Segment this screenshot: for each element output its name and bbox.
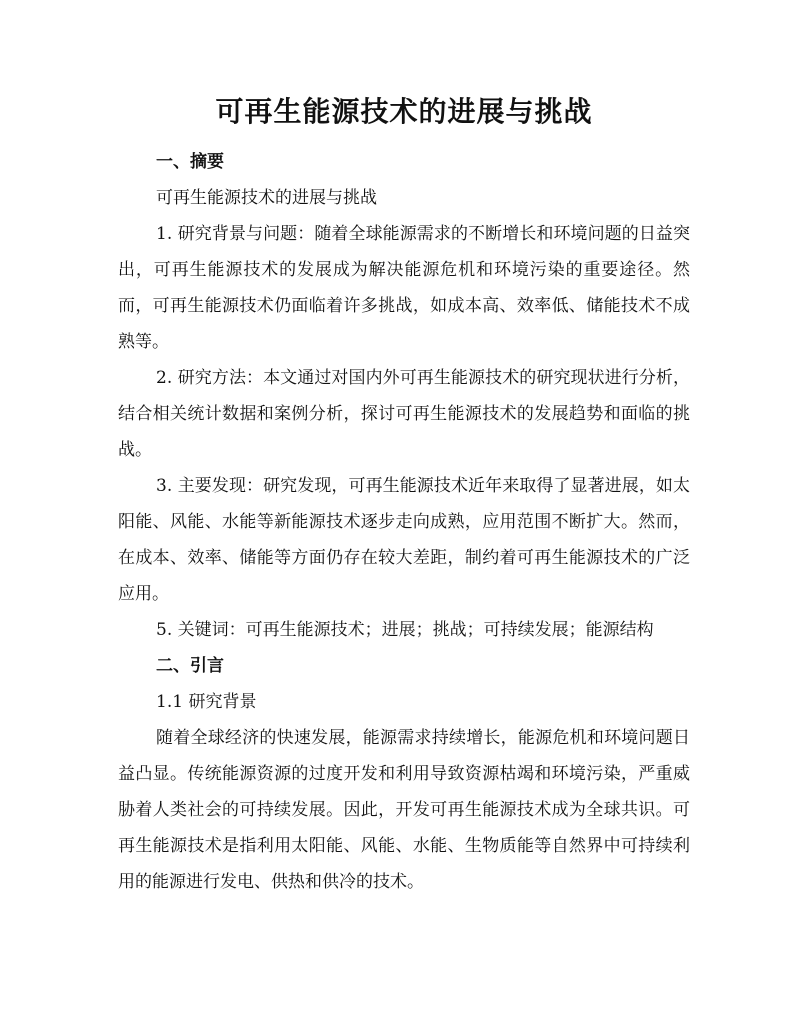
subsection-heading-background: 1.1 研究背景 bbox=[156, 692, 257, 712]
abstract-item-findings: 3. 主要发现：研究发现，可再生能源技术近年来取得了显著进展，如太阳能、风能、水能等新能源技术逐步走向成熟，应用范围不断扩大。然而，在成本、效率、储能等方面仍存在较大差距，制约着可再生能源技术的广泛应用。 bbox=[118, 476, 690, 604]
section-heading-abstract: 一、摘要 bbox=[156, 152, 224, 172]
section-heading-introduction: 二、引言 bbox=[156, 656, 224, 676]
abstract-subtitle: 可再生能源技术的进展与挑战 bbox=[156, 188, 377, 208]
abstract-item-keywords: 5. 关键词：可再生能源技术；进展；挑战；可持续发展；能源结构 bbox=[156, 620, 654, 640]
document-title: 可再生能源技术的进展与挑战 bbox=[215, 95, 593, 128]
introduction-paragraph: 随着全球经济的快速发展，能源需求持续增长，能源危机和环境问题日益凸显。传统能源资源的过度开发和利用导致资源枯竭和环境污染，严重威胁着人类社会的可持续发展。因此，开发可再生能源技术成为全球共识。可再生能源技术是指利用太阳能、风能、水能、生物质能等自然界中可持续利用的能源进行发电、供热和供冷的技术。 bbox=[118, 728, 690, 892]
abstract-item-method: 2. 研究方法：本文通过对国内外可再生能源技术的研究现状进行分析，结合相关统计数据和案例分析，探讨可再生能源技术的发展趋势和面临的挑战。 bbox=[118, 368, 690, 460]
abstract-item-background: 1. 研究背景与问题：随着全球能源需求的不断增长和环境问题的日益突出，可再生能源技术的发展成为解决能源危机和环境污染的重要途径。然而，可再生能源技术仍面临着许多挑战，如成本高、效率低、储能技术不成熟等。 bbox=[118, 224, 690, 352]
